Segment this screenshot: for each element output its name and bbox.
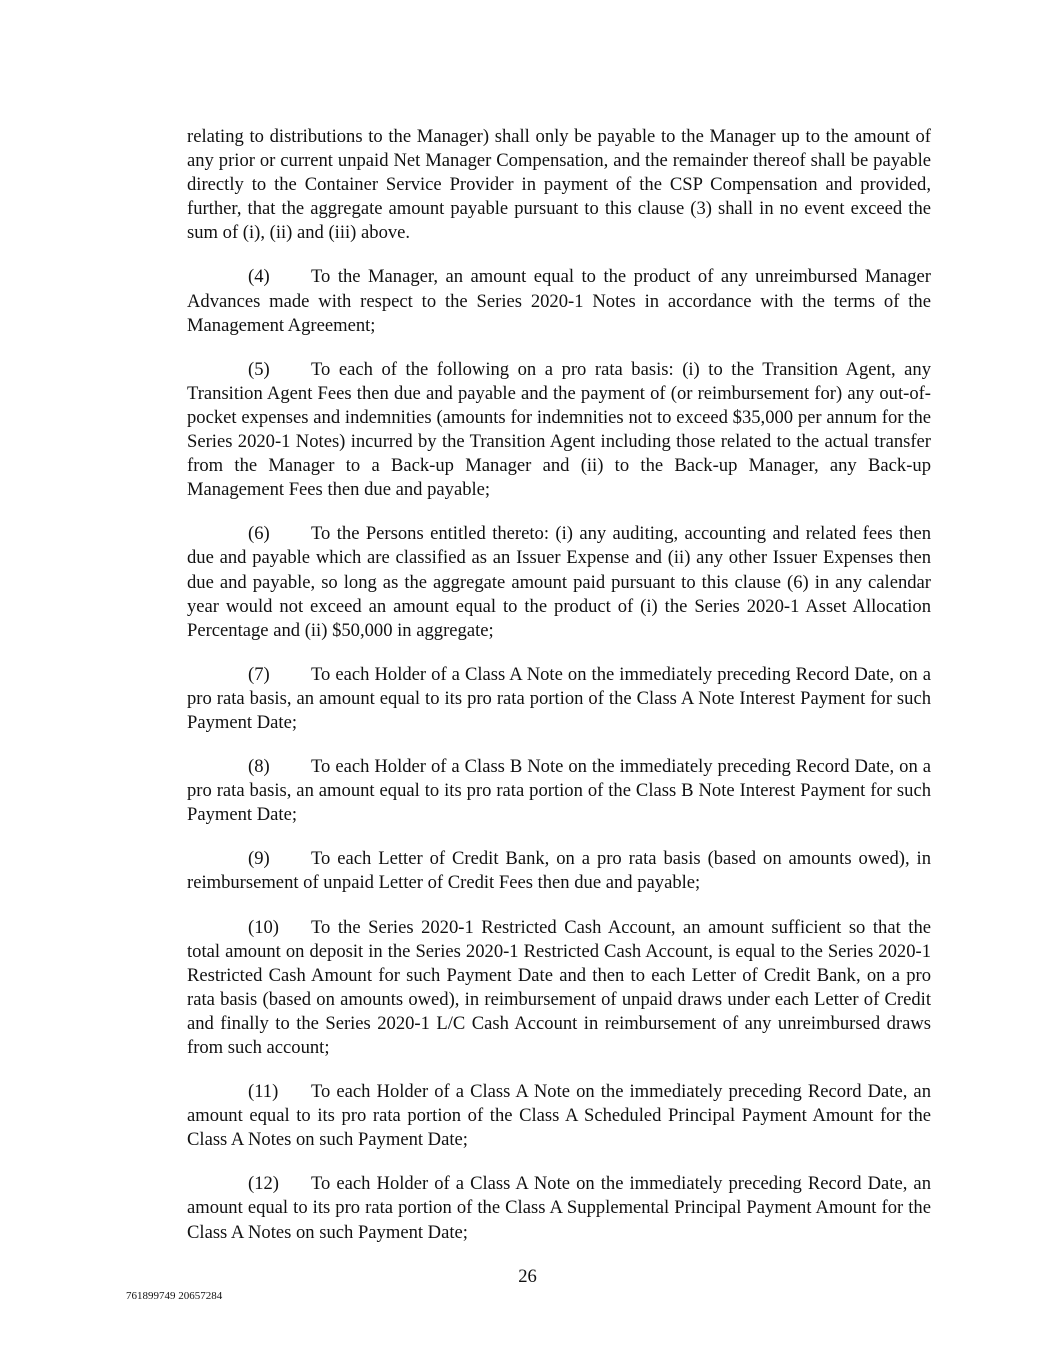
clause-number: (4) [248,266,270,288]
clause-9 [187,847,931,895]
document-body [187,125,931,1265]
clause-7 [187,663,931,735]
clause-5 [187,358,931,503]
clause-8 [187,755,931,827]
clause-text: To each Holder of a Class A Note on the immediately preceding Record Date, an amount equal to its pro rata portion of the Class A Scheduled Principal Payment Amount for the Class A Notes on such Payment Date; [187,1081,931,1151]
clause-text: To each Holder of a Class A Note on the immediately preceding Record Date, on a pro rata basis, an amount equal to its pro rata portion of the Class A Note Interest Payment for such Payment Date; [187,663,931,733]
clause-number: (9) [248,848,270,870]
clause-number: (6) [248,523,270,545]
clause-6 [187,522,931,642]
clause-number: (7) [248,663,270,685]
document-id: 761899749 20657284 [126,1290,223,1302]
clause-text: To the Series 2020-1 Restricted Cash Account, an amount sufficient so that the total amount on deposit in the Series 2020-1 Restricted Cash Account, is equal to the Series 2020-1 Restricted Cash Amount for such Payment Date and then to each Letter of Credit Bank, on a pro rata basis (based on amounts owed), in reimbursement of unpaid draws under each Letter of Credit and finally to the Series 2020-1 L/C Cash Account in reimbursement of any unreimbursed draws from such account; [187,916,931,1058]
clause-text: To the Manager, an amount equal to the product of any unreimbursed Manager Advances made with respect to the Series 2020-1 Notes in accordance with the terms of the Management Agreement; [187,266,931,336]
clause-11 [187,1080,931,1152]
clause-number: (10) [248,916,279,938]
clause-number: (12) [248,1173,279,1195]
clause-text: To the Persons entitled thereto: (i) any auditing, accounting and related fees then due and payable which are classified as an Issuer Expense and (ii) any other Issuer Expenses then due and payable, so long as the aggregate amount paid pursuant to this clause (6) in any calendar year would not exceed an amount equal to the product of (i) the Series 2020-1 Asset Allocation Percentage and (ii) $50,000 in aggregate; [187,523,931,641]
clause-text: To each Holder of a Class B Note on the immediately preceding Record Date, on a pro rata basis, an amount equal to its pro rata portion of the Class B Note Interest Payment for such Payment Date; [187,756,931,826]
clause-text: To each of the following on a pro rata basis: (i) to the Transition Agent, any Transition Agent Fees then due and payable and the payment of (or reimbursement for) any out-of-pocket expenses and indemnities (amounts for indemnities not to exceed $35,000 per annum for the Series 2020-1 Notes) incurred by the Transition Agent including those related to the actual transfer from the Manager to a Back-up Manager and (ii) to the Back-up Manager, any Back-up Management Fees then due and payable; [187,358,931,501]
clause-text: To each Letter of Credit Bank, on a pro rata basis (based on amounts owed), in reimbursement of unpaid Letter of Credit Fees then due and payable; [187,848,931,894]
clause-12 [187,1172,931,1244]
clause-number: (5) [248,358,270,380]
clause-number: (8) [248,756,270,778]
clause-number: (11) [248,1081,279,1103]
page-number: 26 [518,1266,537,1287]
clause-10 [187,916,931,1061]
clause-text: To each Holder of a Class A Note on the immediately preceding Record Date, an amount equal to its pro rata portion of the Class A Supplemental Principal Payment Amount for the Class A Notes on such Payment Date; [187,1173,931,1243]
clause-4 [187,265,931,337]
intro-paragraph: relating to distributions to the Manager) shall only be payable to the Manager up to the amount of any prior or current unpaid Net Manager Compensation, and the remainder thereof shall be payable directly to the Container Service Provider in payment of the CSP Compensation and provided, further, that the aggregate amount payable pursuant to this clause (3) shall in no event exceed the sum of (i), (ii) and (iii) above. [187,126,931,244]
